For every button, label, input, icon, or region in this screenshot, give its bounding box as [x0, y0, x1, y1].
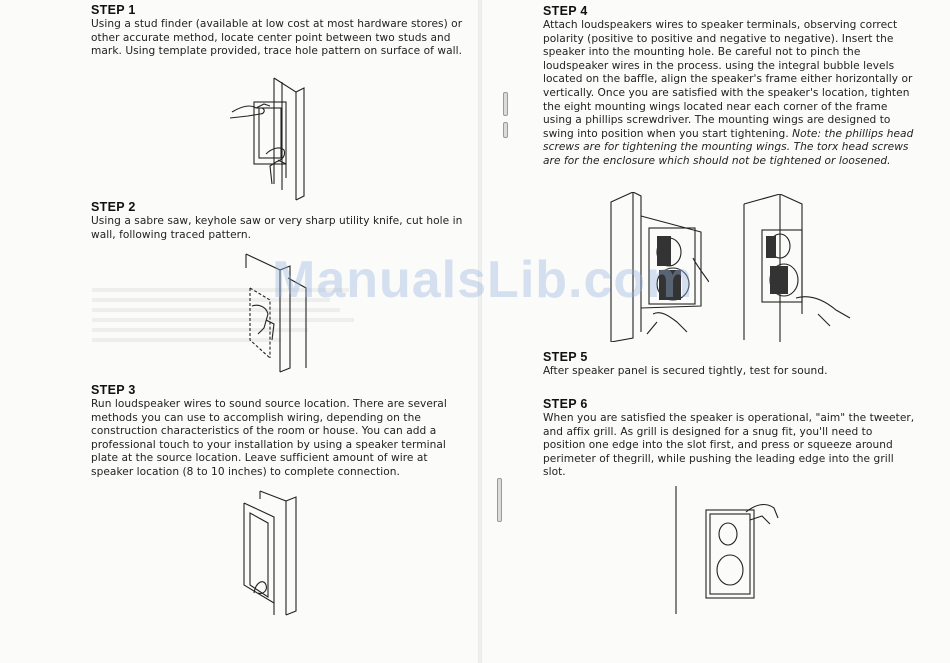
step-3 [91, 383, 471, 480]
step-4-body: Attach loudspeakers wires to speaker terminals, observing correct polarity (positive to positive and negative to negative). Insert the speaker into the mounting hole. Be careful not to pinch the loudspeaker wires in the process. using the integral bubble levels located on the baffle, align the speaker's frame either horizontally or vertically. Once you are satisfied with the speaker's location, tighten the eight mounting wings located near each corner of the frame using a phillips screwdriver. The mounting wings are designed to swing into position when you start tightening. [543, 19, 913, 140]
step-2-figure [236, 248, 326, 374]
binding-staple [503, 92, 508, 116]
step-6-figure [670, 486, 780, 616]
step-1-body: Using a stud finder (available at low cost at most hardware stores) or other accurate method, locate center point between two studs and mark. Using template provided, trace hole pattern on surface of wall. [91, 18, 463, 58]
step-4-figure-right [740, 194, 860, 344]
watermark: ManualsLib.com [272, 251, 694, 309]
step-3-body: Run loudspeaker wires to sound source location. There are several methods you can use to accomplish wiring, depending on the construction characteristics of the room or house. You can add a professional touch to your installation by using a speaker terminal plate at the source location. Leave sufficient amount of wire at speaker location (8 to 10 inches) to complete connection. [91, 398, 447, 478]
step-1-figure [226, 74, 336, 202]
step-5-body: After speaker panel is secured tightly, test for sound. [543, 365, 828, 377]
step-4 [543, 4, 915, 169]
step-3-title: STEP 3 [91, 383, 136, 397]
step-3-figure [236, 485, 306, 617]
step-6-body: When you are satisfied the speaker is operational, "aim" the tweeter, and affix grill. As grill is designed for a snug fit, you'll need to position one edge into the slot first, and press or squeeze around perimeter of thegrill, while pushing the leading edge into the grill slot. [543, 412, 915, 479]
binding-staple [497, 478, 502, 522]
step-5-title: STEP 5 [543, 350, 588, 364]
step-5 [543, 350, 915, 379]
step-4-figure-left [597, 192, 709, 342]
page-gutter [478, 0, 482, 663]
step-1 [91, 3, 471, 59]
step-4-title: STEP 4 [543, 4, 588, 18]
binding-staple [503, 122, 508, 138]
step-2-title: STEP 2 [91, 200, 136, 214]
step-6-title: STEP 6 [543, 397, 588, 411]
step-4-note: Note: the phillips head screws are for tightening the mounting wings. The torx head screws are for the enclosure which should not be tightened or loosened. [543, 127, 914, 167]
step-2-body: Using a sabre saw, keyhole saw or very sharp utility knife, cut hole in wall, following traced pattern. [91, 215, 463, 241]
step-6 [543, 397, 915, 480]
step-2 [91, 200, 471, 242]
step-1-title: STEP 1 [91, 3, 136, 17]
